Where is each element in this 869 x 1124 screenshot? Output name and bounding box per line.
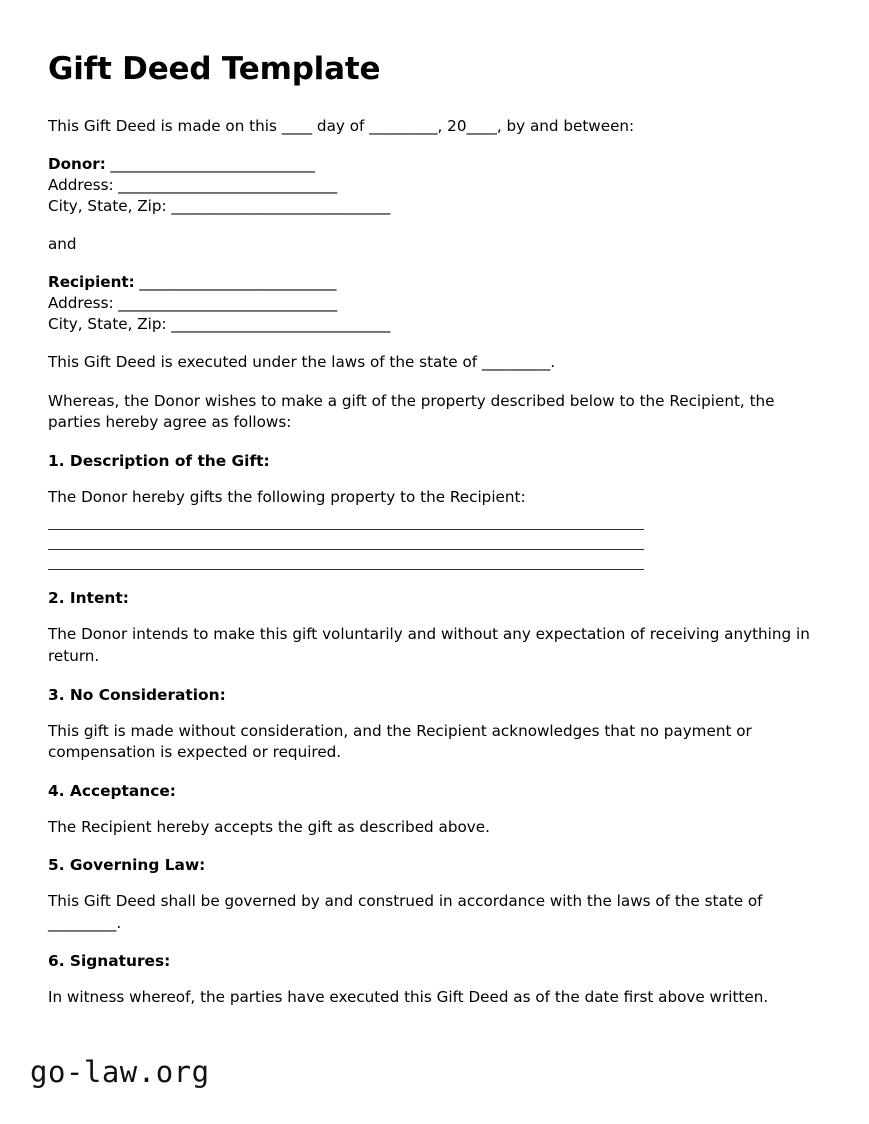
donor-city-row xyxy=(48,196,810,217)
recipient-name-blank: ___________________________ xyxy=(134,273,337,292)
document-content xyxy=(48,52,810,1026)
section-heading-5: 5. Governing Law: xyxy=(48,856,206,875)
governing-state-line: This Gift Deed is executed under the laws of the state of _________. xyxy=(48,353,556,371)
donor-address-blank: ______________________________ xyxy=(113,176,337,195)
recipient-address-label: Address: xyxy=(48,294,114,313)
section-heading-6: 6. Signatures: xyxy=(48,952,171,971)
donor-address-row xyxy=(48,175,810,196)
section-body-5: This Gift Deed shall be governed by and construed in accordance with the laws of the state of _________. xyxy=(48,892,763,932)
conjunction-line: and xyxy=(48,235,77,254)
donor-city-blank: ______________________________ xyxy=(166,197,391,216)
recipient-city-label: City, State, Zip: xyxy=(48,315,167,334)
donor-block xyxy=(48,154,810,217)
recipient-name-row xyxy=(48,272,810,293)
gift-description-fill-lines[interactable] xyxy=(48,523,810,570)
fill-line-1[interactable] xyxy=(48,529,644,530)
donor-address-label: Address: xyxy=(48,176,114,195)
recipient-city-blank: ______________________________ xyxy=(166,315,391,334)
recipient-address-blank: ______________________________ xyxy=(113,294,337,313)
section-heading-4: 4. Acceptance: xyxy=(48,781,176,800)
section-body-3: This gift is made without consideration, and the Recipient acknowledges that no payment or compensation is expected or required. xyxy=(48,721,752,762)
section-body-6: In witness whereof, the parties have executed this Gift Deed as of the date first above written. xyxy=(48,988,769,1007)
section-body-1: The Donor hereby gifts the following property to the Recipient: xyxy=(48,487,526,506)
section-body-4: The Recipient hereby accepts the gift as described above. xyxy=(48,817,490,836)
recipient-address-row xyxy=(48,293,810,314)
donor-city-label: City, State, Zip: xyxy=(48,197,167,216)
recipient-block xyxy=(48,272,810,335)
site-watermark: go-law.org xyxy=(30,1055,210,1089)
section-heading-3: 3. No Consideration: xyxy=(48,685,226,704)
recipient-name-label: Recipient: xyxy=(48,273,135,292)
page-title: Gift Deed Template xyxy=(48,51,381,87)
section-heading-2: 2. Intent: xyxy=(48,589,129,608)
donor-name-blank: ____________________________ xyxy=(105,155,315,174)
section-body-2: The Donor intends to make this gift voluntarily and without any expectation of receiving anything in return. xyxy=(48,625,810,665)
section-heading-1: 1. Description of the Gift: xyxy=(48,451,270,470)
recipient-city-row xyxy=(48,314,810,335)
donor-name-row xyxy=(48,154,810,175)
intro-paragraph: This Gift Deed is made on this ____ day of _________, 20____, by and between: xyxy=(48,116,635,135)
fill-line-3[interactable] xyxy=(48,569,644,570)
whereas-paragraph: Whereas, the Donor wishes to make a gift of the property described below to the Recipient, the parties hereby agree as follows: xyxy=(48,391,775,432)
fill-line-2[interactable] xyxy=(48,549,644,550)
donor-name-label: Donor: xyxy=(48,155,106,174)
